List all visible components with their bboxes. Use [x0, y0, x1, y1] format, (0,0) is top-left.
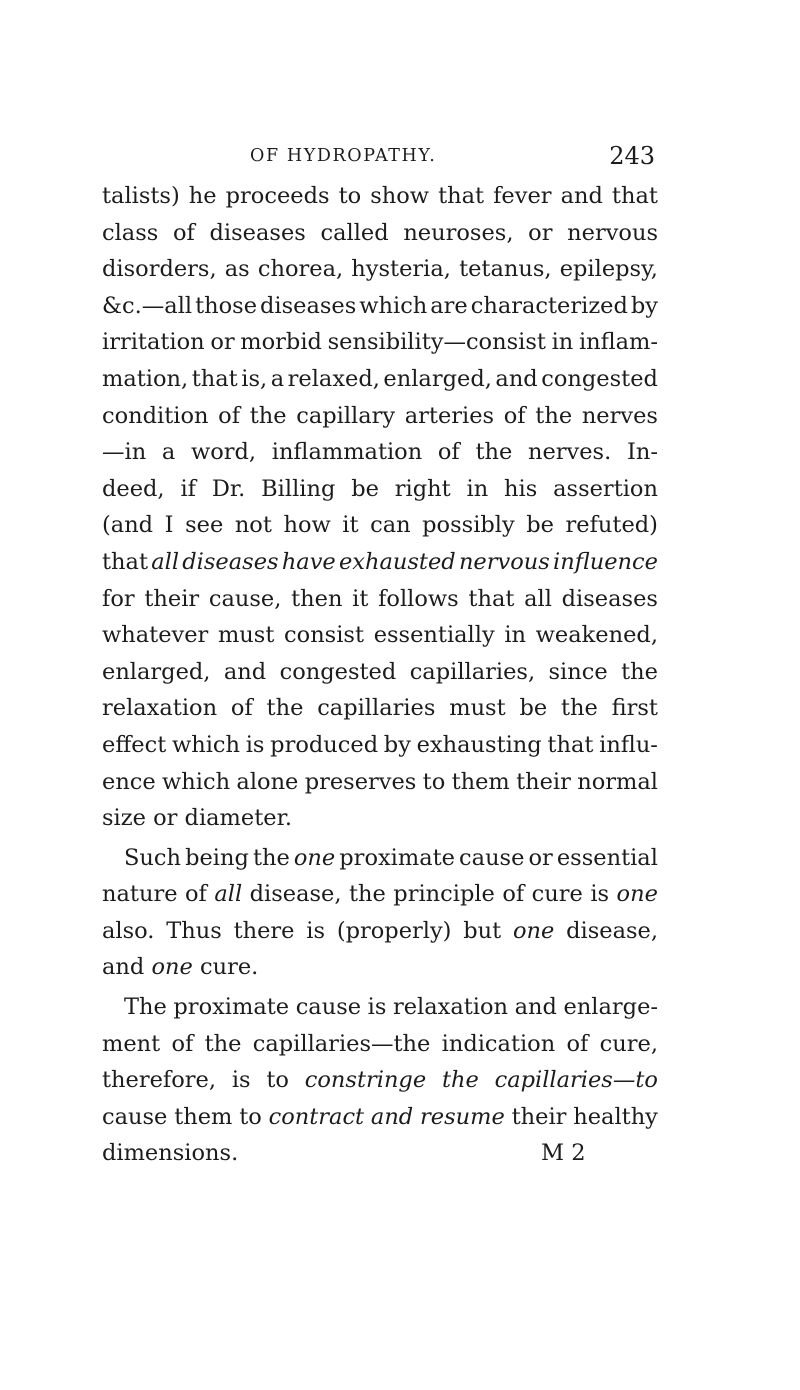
word: inflammation — [271, 439, 423, 466]
word: in — [551, 329, 574, 356]
word: which — [359, 292, 428, 319]
word: their — [516, 768, 571, 795]
word: the — [249, 402, 287, 429]
word: as — [224, 256, 250, 283]
word: that — [611, 183, 658, 209]
word: and — [514, 994, 557, 1021]
word: the — [621, 658, 658, 685]
text-line — [102, 989, 658, 1026]
text-line — [102, 617, 658, 654]
word: ence — [102, 768, 156, 795]
text-line — [102, 361, 658, 398]
word: disease, — [249, 881, 342, 908]
word: effect — [102, 731, 167, 758]
word: proximate — [339, 844, 455, 871]
word: cause — [295, 994, 362, 1021]
word: that — [438, 183, 485, 209]
word: capillaries, — [409, 658, 536, 685]
running-head: OF HYDROPATHY. — [250, 146, 437, 166]
text-line — [102, 544, 658, 581]
word: to — [338, 183, 362, 209]
text-line — [102, 471, 658, 508]
word: them — [451, 768, 510, 795]
text-line — [102, 251, 658, 288]
word: proximate — [173, 994, 290, 1021]
word: the — [560, 695, 598, 722]
word: nerves — [581, 402, 658, 429]
word: essential — [556, 844, 658, 871]
text-line — [102, 398, 658, 435]
word: proceeds — [225, 183, 330, 209]
word: are — [430, 292, 468, 319]
word: and — [560, 183, 603, 209]
word: the — [348, 881, 386, 908]
word: also. — [102, 917, 155, 944]
word: of — [230, 695, 253, 722]
text-line — [102, 1135, 658, 1172]
italic-word: nervous — [458, 548, 550, 575]
text-line — [102, 949, 658, 986]
text-line — [102, 215, 658, 252]
word: those — [195, 292, 258, 319]
word: called — [320, 219, 389, 246]
word: the — [475, 439, 513, 466]
word: characterized — [470, 292, 628, 319]
word: irritation — [102, 329, 205, 356]
word: since — [548, 658, 608, 685]
word: must — [449, 695, 506, 722]
word: all — [524, 585, 552, 612]
word: —in — [102, 439, 147, 466]
word: nervous — [567, 219, 658, 246]
word: ment — [102, 1030, 161, 1057]
text-line — [102, 840, 658, 877]
text-line — [102, 507, 658, 544]
word: dimensions. — [102, 1140, 239, 1167]
word: Thus — [166, 917, 222, 944]
word: is, — [241, 365, 268, 392]
word: relaxed, — [287, 365, 380, 392]
word: produced — [270, 731, 379, 758]
italic-word: one — [151, 954, 193, 981]
text-line — [102, 178, 658, 215]
word: their — [144, 585, 200, 612]
word: condition — [102, 402, 209, 429]
text-line — [102, 727, 658, 764]
word: he — [188, 183, 217, 209]
word: capillaries—the — [252, 1030, 431, 1057]
italic-word: have — [281, 548, 336, 575]
word: sensibility—consist — [327, 329, 546, 356]
word: Dr. — [211, 475, 246, 502]
page-header — [250, 142, 655, 174]
word: congested — [279, 658, 397, 685]
word: for — [102, 585, 135, 612]
word: normal — [577, 768, 658, 795]
word: preserves — [304, 768, 417, 795]
word: and — [102, 954, 145, 981]
word: or — [210, 329, 235, 356]
word: is — [306, 917, 326, 944]
text-line — [102, 581, 658, 618]
italic-word: one — [512, 917, 555, 944]
word: a — [270, 365, 285, 392]
word: is — [245, 731, 265, 758]
word: size — [102, 805, 146, 832]
word: diameter. — [184, 805, 293, 832]
word: possibly — [422, 512, 515, 539]
word: chorea, — [257, 256, 344, 283]
word: be — [351, 475, 379, 502]
word: of — [503, 402, 526, 429]
text-line — [102, 288, 658, 325]
word: then — [291, 585, 343, 612]
word: disorders, — [102, 256, 217, 283]
word: of — [218, 402, 241, 429]
word: influ- — [599, 731, 658, 758]
word: class — [102, 219, 159, 246]
word: which — [162, 768, 231, 795]
word: of — [566, 1030, 589, 1057]
word: and — [495, 365, 538, 392]
word: arteries — [404, 402, 495, 429]
word: but — [463, 917, 502, 944]
page-number: 243 — [609, 142, 655, 170]
word: healthy — [573, 1103, 658, 1130]
word: mation, — [102, 365, 189, 392]
word: disease, — [566, 917, 658, 944]
word: or — [528, 219, 553, 246]
word: fever — [493, 183, 552, 209]
word: is — [231, 1067, 251, 1094]
word: diseases — [561, 585, 658, 612]
text-line — [102, 764, 658, 801]
word: cause, — [208, 585, 282, 612]
word: first — [611, 695, 658, 722]
word: cause — [102, 1103, 168, 1130]
word: word, — [190, 439, 257, 466]
word: his — [504, 475, 538, 502]
word: consist — [284, 622, 365, 649]
word: indication — [441, 1030, 556, 1057]
word: how — [283, 512, 331, 539]
word: inflam- — [578, 329, 658, 356]
word: (properly) — [336, 917, 452, 944]
word: cause — [459, 844, 525, 871]
text-line — [102, 913, 658, 950]
word: be — [519, 695, 548, 722]
word: of — [502, 881, 525, 908]
text-line — [102, 1099, 658, 1136]
word: the — [266, 695, 304, 722]
word: follows — [378, 585, 459, 612]
word: to — [239, 1103, 262, 1130]
word: morbid — [240, 329, 322, 356]
italic-word: the — [441, 1067, 479, 1094]
word: their — [511, 1103, 567, 1130]
word: of — [437, 439, 460, 466]
word: alone — [236, 768, 299, 795]
word: them — [174, 1103, 233, 1130]
text-line — [102, 1062, 658, 1099]
word: &c.—all — [102, 292, 193, 319]
italic-word: influence — [553, 548, 658, 575]
word: exhausting — [416, 731, 542, 758]
word: must — [217, 622, 275, 649]
word: not — [234, 512, 272, 539]
word: or — [153, 805, 178, 832]
word: can — [370, 512, 411, 539]
word: the — [535, 402, 573, 429]
body-text — [102, 178, 658, 1172]
word: by — [630, 292, 658, 319]
word: enlarge- — [563, 994, 658, 1021]
word: hysteria, — [351, 256, 451, 283]
word: weakened, — [535, 622, 658, 649]
text-line — [102, 1026, 658, 1063]
word: there — [233, 917, 295, 944]
word: nerves. — [527, 439, 612, 466]
text-line — [102, 324, 658, 361]
italic-word: and — [370, 1103, 414, 1130]
word: neuroses, — [403, 219, 514, 246]
text-line — [102, 876, 658, 913]
word: diseases — [209, 219, 306, 246]
word: essentially — [373, 622, 495, 649]
word: the — [204, 1030, 242, 1057]
word: being — [185, 844, 249, 871]
word: nature — [102, 881, 178, 908]
word: show — [370, 183, 430, 209]
word: right — [394, 475, 451, 502]
word: that — [102, 548, 148, 575]
word: capillary — [296, 402, 396, 429]
word: if — [180, 475, 196, 502]
word: it — [352, 585, 369, 612]
word: therefore, — [102, 1067, 217, 1094]
word: Billing — [261, 475, 336, 502]
word: tetanus, — [459, 256, 552, 283]
italic-word: one — [293, 844, 336, 871]
word: relaxation — [392, 994, 509, 1021]
signature-mark: M 2 — [541, 1140, 586, 1167]
word: whatever — [102, 622, 209, 649]
word: in — [466, 475, 489, 502]
word: see — [185, 512, 224, 539]
word: deed, — [102, 475, 165, 502]
word: which — [171, 731, 241, 758]
word: cure — [531, 881, 583, 908]
word: that — [547, 731, 594, 758]
word: In- — [626, 439, 658, 466]
word: I — [164, 512, 174, 539]
word: epilepsy, — [559, 256, 658, 283]
italic-word: one — [616, 881, 658, 908]
word: a — [161, 439, 176, 466]
text-line — [102, 434, 658, 471]
word: principle — [393, 881, 495, 908]
word: refuted) — [565, 512, 658, 539]
word: by — [383, 731, 411, 758]
word: that — [468, 585, 515, 612]
text-line — [102, 690, 658, 727]
italic-word: capillaries—to — [494, 1067, 658, 1094]
word: Such — [124, 844, 181, 871]
word: The — [124, 994, 167, 1021]
text-line — [102, 800, 658, 837]
word: of — [184, 881, 207, 908]
word: of — [171, 1030, 194, 1057]
word: to — [266, 1067, 289, 1094]
word: (and — [102, 512, 154, 539]
word: congested — [541, 365, 658, 392]
word: is — [367, 994, 387, 1021]
word: enlarged, — [383, 365, 492, 392]
italic-word: constringe — [304, 1067, 427, 1094]
word: of — [172, 219, 195, 246]
text-line — [102, 654, 658, 691]
word: is — [590, 881, 610, 908]
word: relaxation — [102, 695, 218, 722]
word: it — [342, 512, 359, 539]
italic-word: all — [214, 881, 243, 908]
word: in — [504, 622, 527, 649]
word: be — [526, 512, 554, 539]
italic-word: exhausted — [338, 548, 456, 575]
italic-word: all — [151, 548, 180, 575]
word: or — [528, 844, 553, 871]
word: cure, — [599, 1030, 658, 1057]
word: to — [422, 768, 446, 795]
italic-word: contract — [268, 1103, 365, 1130]
word: that — [191, 365, 238, 392]
word: cure. — [199, 954, 259, 981]
word: capillaries — [317, 695, 436, 722]
word: the — [252, 844, 290, 871]
word: diseases — [259, 292, 357, 319]
word: and — [223, 658, 267, 685]
word: enlarged, — [102, 658, 211, 685]
word: talists) — [102, 183, 180, 209]
italic-word: resume — [420, 1103, 505, 1130]
italic-word: diseases — [182, 548, 279, 575]
word: assertion — [553, 475, 658, 502]
